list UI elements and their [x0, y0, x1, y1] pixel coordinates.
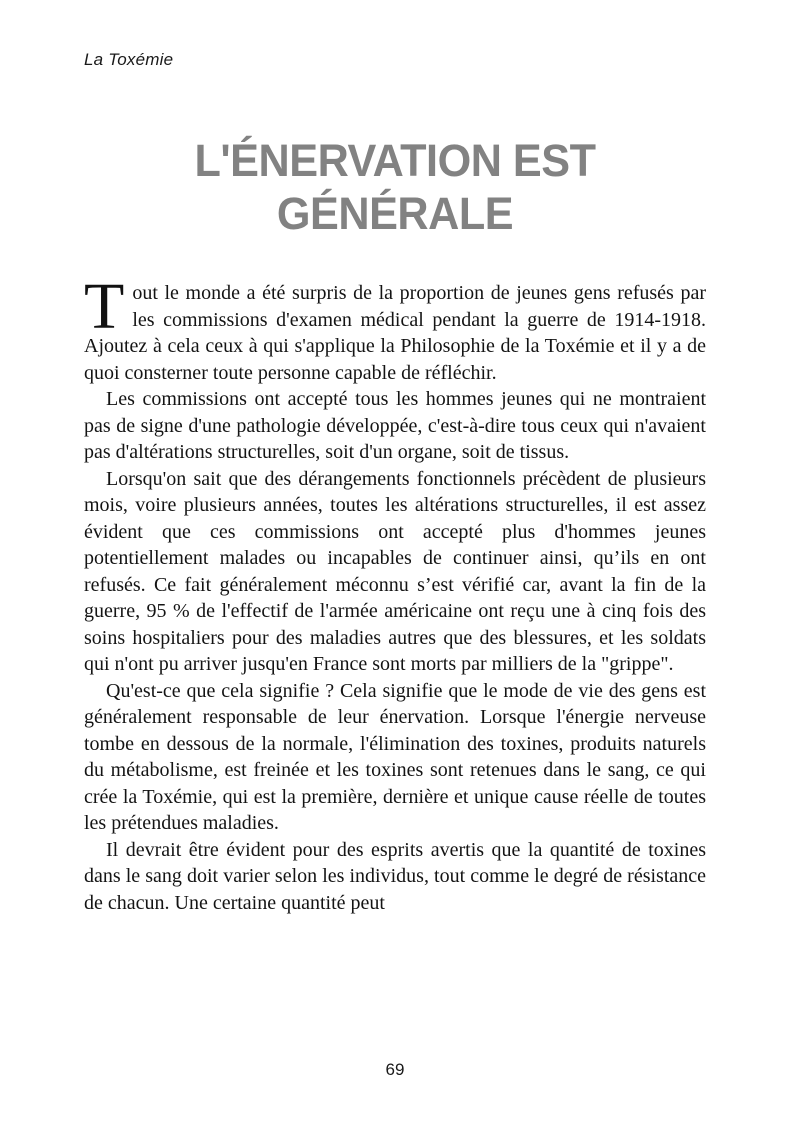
- paragraph: [84, 270, 706, 386]
- paragraph: Qu'est-ce que cela signifie ? Cela signifie que le mode de vie des gens est généralement responsable de leur énervation. Lorsque l'énergie nerveuse tombe en dessous de la normale, l'élimination des toxines, produits naturels du métabolisme, est freinée et les toxines sont retenues dans le sang, ce qui crée la Toxémie, qui est la première, dernière et unique cause réelle de toutes les prétendues maladies.: [84, 679, 706, 834]
- body-text: [84, 270, 706, 916]
- paragraph: Il devrait être évident pour des esprits avertis que la quantité de toxines dans le sang doit varier selon les individus, tout comme le degré de résistance de chacun. Une certaine quantité peut: [84, 838, 706, 914]
- paragraph-text: out le monde a été surpris de la proportion de jeunes gens refusés par les commissions d'examen médical pendant la guerre de 1914-1918. Ajoutez à cela ceux à qui s'applique la Philosophie de la Toxémie et il y a de quoi consterner toute personne capable de réfléchir.: [84, 282, 706, 384]
- page-number: 69: [385, 1060, 405, 1079]
- paragraph: Lorsqu'on sait que des dérangements fonctionnels précèdent de plusieurs mois, voire plusieurs années, toutes les altérations structurelles, il est assez évident que ces commissions ont accepté plus d'hommes jeunes potentiellement malades ou incapables de continuer ainsi, qu’ils en ont refusés. Ce fait généralement méconnu s’est vérifié car, avant la fin de la guerre, 95 % de l'effectif de l'armée américaine ont reçu une à cinq fois des soins hospitaliers pour des maladies autres que des blessures, et les soldats qui n'ont pu arriver jusqu'en France sont morts par milliers de la "grippe".: [84, 467, 706, 675]
- dropcap-letter: T: [84, 270, 125, 343]
- chapter-title: L'ÉNERVATION EST GÉNÉRALE: [194, 135, 596, 239]
- running-header: La Toxémie: [84, 50, 174, 69]
- paragraph: Les commissions ont accepté tous les hommes jeunes qui ne montraient pas de signe d'une pathologie développée, c'est-à-dire tous ceux qui n'avaient pas d'altérations structurelles, soit d'un organe, soit de tissus.: [84, 388, 706, 463]
